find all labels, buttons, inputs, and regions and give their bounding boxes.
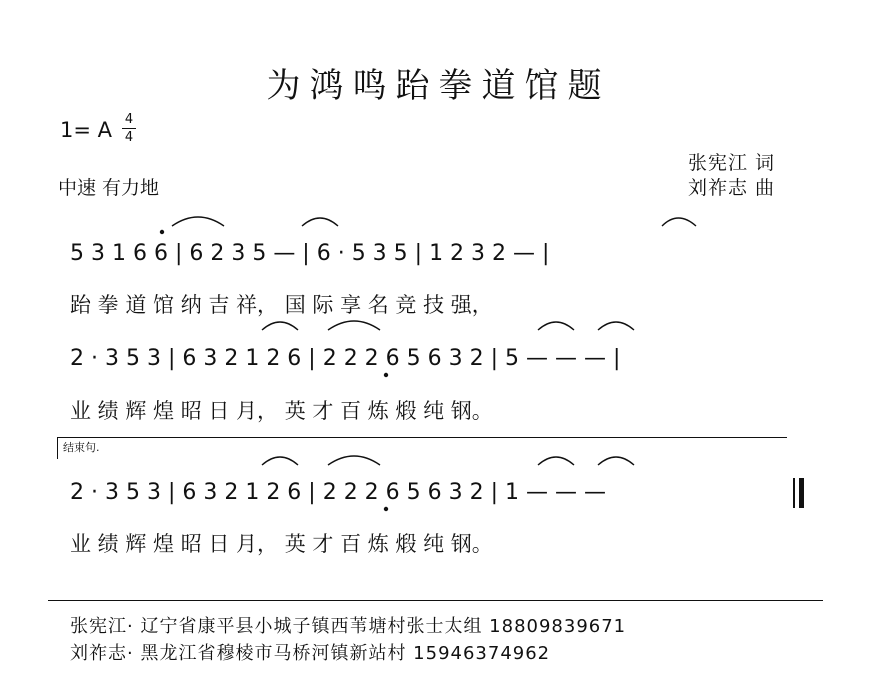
slur-6 — [538, 322, 574, 330]
lyricist-credit: 张宪江 词 — [688, 152, 776, 174]
footer-divider — [48, 600, 823, 601]
slur-8 — [262, 457, 298, 465]
slur-11 — [598, 457, 634, 465]
time-signature-unit: 4 — [124, 130, 134, 145]
slur-4 — [262, 322, 298, 330]
footer-contact-1: 张宪江· 辽宁省康平县小城子镇西苇塘村张士太组 18809839671 — [70, 616, 627, 637]
notation-line-2: 2 · 3 5 3 | 6 3 2 1 2 6 | 2 2 2 6 5 6 3 2 | 5 — — — | — [70, 346, 621, 371]
slur-9 — [328, 456, 380, 465]
time-signature-beats: 4 — [124, 112, 134, 127]
notation-line-3: 2 · 3 5 3 | 6 3 2 1 2 6 | 2 2 2 6 5 6 3 2 | 1 — — — — [70, 480, 607, 505]
slur-2 — [302, 218, 338, 226]
slur-10 — [538, 457, 574, 465]
slur-7 — [598, 322, 634, 330]
slur-3 — [662, 218, 696, 226]
ending-label: 结束句. — [63, 441, 100, 454]
song-title: 为鸿鸣跆拳道馆题 — [266, 66, 611, 106]
octave-dot-high-1 — [160, 230, 164, 234]
tempo-marking: 中速 有力地 — [58, 177, 160, 199]
slur-1 — [172, 217, 224, 226]
composer-credit: 刘祚志 曲 — [688, 177, 776, 199]
key-signature: 1= A — [60, 118, 112, 142]
lyrics-line-2: 业 绩 辉 煌 昭 日 月， 英 才 百 炼 煅 纯 钢。 — [70, 399, 493, 423]
lyrics-line-3: 业 绩 辉 煌 昭 日 月， 英 才 百 炼 煅 纯 钢。 — [70, 532, 493, 556]
octave-dot-low-1 — [384, 373, 388, 377]
lyrics-line-1: 跆 拳 道 馆 纳 吉 祥， 国 际 享 名 竞 技 强， — [70, 293, 493, 317]
slur-5 — [328, 321, 380, 330]
footer-contact-2: 刘祚志· 黑龙江省穆棱市马桥河镇新站村 15946374962 — [70, 643, 551, 664]
octave-dot-low-2 — [384, 507, 388, 511]
notation-line-1: 5 3 1 6 6 | 6 2 3 5 — | 6 · 5 3 5 | 1 2 3 2 — | — [70, 241, 550, 266]
